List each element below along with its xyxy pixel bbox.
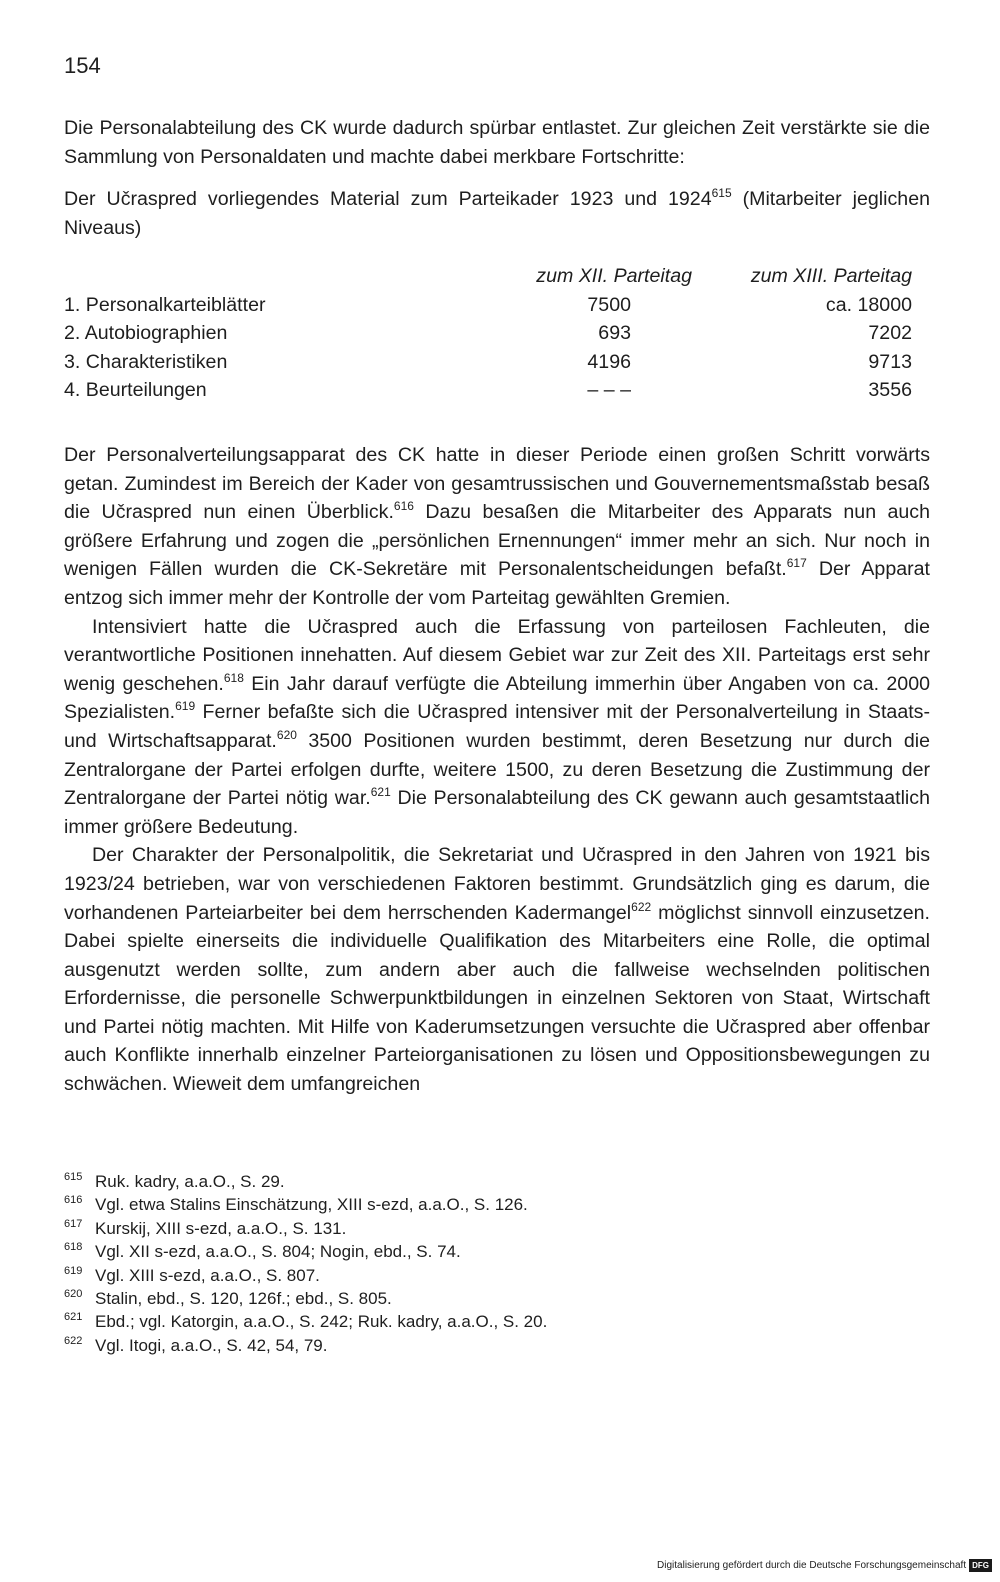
footnote <box>64 1170 930 1193</box>
material-table <box>64 262 930 405</box>
footnote-ref-620: 620 <box>276 727 297 742</box>
row-label: 2. Autobiographien <box>64 322 228 345</box>
row-value-xii: 7500 <box>587 293 631 316</box>
header-xii-parteitag: zum XII. Parteitag <box>536 265 692 287</box>
table-caption <box>64 185 930 242</box>
footnote-number: 619 <box>64 1264 83 1277</box>
footnote-ref-622: 622 <box>631 899 652 914</box>
paragraph-personalpolitik <box>64 841 930 1098</box>
table-row <box>64 291 930 320</box>
row-value-xii: – – – <box>587 379 631 402</box>
paragraph-text: Ein Jahr darauf verfügte die Abteilung immerhin über Angaben von ca. 2000 Spezialisten. <box>64 672 930 724</box>
footnote-number: 621 <box>64 1311 83 1324</box>
footnote-text: Vgl. XII s-ezd, a.a.O., S. 804; Nogin, ebd., S. 74. <box>95 1242 461 1262</box>
dfg-logo: DFG <box>969 1559 992 1572</box>
table-row <box>64 319 930 348</box>
row-value-xiii: ca. 18000 <box>825 293 912 316</box>
body-text-main <box>64 441 930 1099</box>
footnote <box>64 1310 930 1333</box>
paragraph-text: 3500 Positionen wurden bestimmt, deren Besetzung nur durch die Zentralorgane der Partei erfolgen durfte, weitere 1500, zu deren Besetzung die Zustimmung der Zentralorgane der Partei nötig war. <box>64 729 931 810</box>
footnote <box>64 1193 930 1216</box>
page-number: 154 <box>64 53 101 78</box>
footnote-ref-618: 618 <box>223 670 244 685</box>
table-row <box>64 348 930 377</box>
body-text-top <box>64 114 930 242</box>
footnote-number: 620 <box>64 1287 83 1300</box>
footnote-text: Vgl. etwa Stalins Einschätzung, XIII s-ezd, a.a.O., S. 126. <box>95 1195 528 1215</box>
credit-text: Digitalisierung gefördert durch die Deutsche Forschungsgemeinschaft <box>657 1560 967 1571</box>
paragraph-intro: Die Personalabteilung des CK wurde dadurch spürbar entlastet. Zur gleichen Zeit verstärkte sie die Sammlung von Personaldaten und machte dabei merkbare Fortschritte: <box>64 117 930 168</box>
footnote-ref-617: 617 <box>786 556 807 571</box>
paragraph-text: Ferner befaßte sich die Učraspred intensiver mit der Personalverteilung in Staats- und Wirtschaftsapparat. <box>64 701 930 752</box>
footnote-text: Vgl. Itogi, a.a.O., S. 42, 54, 79. <box>95 1335 328 1355</box>
paragraph-fachleute <box>64 613 930 842</box>
digitization-credit <box>657 1559 992 1572</box>
footnote <box>64 1264 930 1287</box>
paragraph-text: Dazu besaßen die Mitarbeiter des Apparats nun auch größere Erfahrung und zogen die „persönlichen Ernennungen“ immer mehr an sich. Nur noch in wenigen Fällen wurden die CK-Sekretäre mit Personalentscheidungen befaßt. <box>64 501 930 581</box>
footnote-number: 622 <box>64 1334 83 1347</box>
footnote-text: Stalin, ebd., S. 120, 126f.; ebd., S. 805. <box>95 1288 392 1308</box>
paragraph-text: Der Personalverteilungsapparat des CK hatte in dieser Periode einen großen Schritt vorwärts getan. Zumindest im Bereich der Kader von gesamtrussischen und Gouvernementsmaßstab besaß die Učraspred nun einen Überblick. <box>64 444 930 524</box>
footnote-ref-619: 619 <box>175 699 196 714</box>
paragraph-text: Der Apparat entzog sich immer mehr der Kontrolle der vom Parteitag gewählten Gremien. <box>64 558 930 609</box>
paragraph-text: Intensiviert hatte die Učraspred auch die Erfassung von parteilosen Fachleuten, die verantwortliche Positionen innehatten. Auf diesem Gebiet war zur Zeit des XII. Parteitags erst sehr wenig geschehen. <box>64 615 930 695</box>
footnote <box>64 1240 930 1263</box>
paragraph-text: Die Personalabteilung des CK gewann auch gesamtstaatlich immer größere Bedeutung. <box>64 787 930 838</box>
row-value-xii: 693 <box>598 322 631 345</box>
row-label: 1. Personalkarteiblätter <box>64 293 266 316</box>
row-label: 4. Beurteilungen <box>64 379 207 402</box>
paragraph-text: möglichst sinnvoll einzusetzen. Dabei spielte einerseits die individuelle Qualifikation des Mitarbeiters eine Rolle, die optimal ausgenutzt werden sollte, zum andern aber auch die fallweise wechselnden politischen Erfordernisse, die personelle Schwerpunktbildungen in einzelnen Sektoren von Staat, Wirtschaft und Partei nötig machten. Mit Hilfe von Kaderumsetzungen versuchte die Učraspred aber offenbar auch Konflikte innerhalb einzelner Parteiorganisationen zu lösen und Oppositionsbewegungen zu schwächen. Wieweit dem umfangreichen <box>64 901 930 1096</box>
header-xiii-parteitag: zum XIII. Parteitag <box>750 265 912 287</box>
table-caption-text: Der Učraspred vorliegendes Material zum Parteikader 1923 und 1924 <box>64 188 712 211</box>
row-value-xii: 4196 <box>587 350 631 373</box>
footnote <box>64 1287 930 1310</box>
row-value-xiii: 3556 <box>868 379 912 402</box>
footnote-text: Vgl. XIII s-ezd, a.a.O., S. 807. <box>95 1265 320 1285</box>
row-label: 3. Charakteristiken <box>64 350 228 373</box>
footnote-number: 615 <box>64 1171 83 1183</box>
footnote-number: 618 <box>64 1241 83 1254</box>
row-value-xiii: 7202 <box>868 322 912 345</box>
footnote-ref-621: 621 <box>370 785 391 800</box>
footnotes <box>64 1170 930 1357</box>
row-value-xiii: 9713 <box>868 350 912 373</box>
table-caption-text-2: (Mitarbeiter jeglichen Niveaus) <box>64 188 930 239</box>
table-header-row <box>64 262 930 291</box>
footnote <box>64 1334 930 1357</box>
footnote-text: Ebd.; vgl. Katorgin, a.a.O., S. 242; Ruk. kadry, a.a.O., S. 20. <box>95 1312 548 1332</box>
table-row <box>64 376 930 405</box>
paragraph-apparat <box>64 441 930 613</box>
footnote-text: Ruk. kadry, a.a.O., S. 29. <box>95 1172 285 1191</box>
footnote-ref-615: 615 <box>711 186 732 201</box>
footnote <box>64 1217 930 1240</box>
footnote-text: Kurskij, XIII s-ezd, a.a.O., S. 131. <box>95 1218 347 1238</box>
paragraph-text: Der Charakter der Personalpolitik, die Sekretariat und Učraspred in den Jahren von 1921 bis 1923/24 betrieben, war von verschiedenen Faktoren bestimmt. Grundsätzlich ging es darum, die vorhandenen Parteiarbeiter bei dem herrschenden Kadermangel <box>64 844 930 924</box>
footnote-number: 617 <box>64 1217 83 1230</box>
footnote-ref-616: 616 <box>393 499 414 514</box>
footnote-number: 616 <box>64 1194 83 1207</box>
